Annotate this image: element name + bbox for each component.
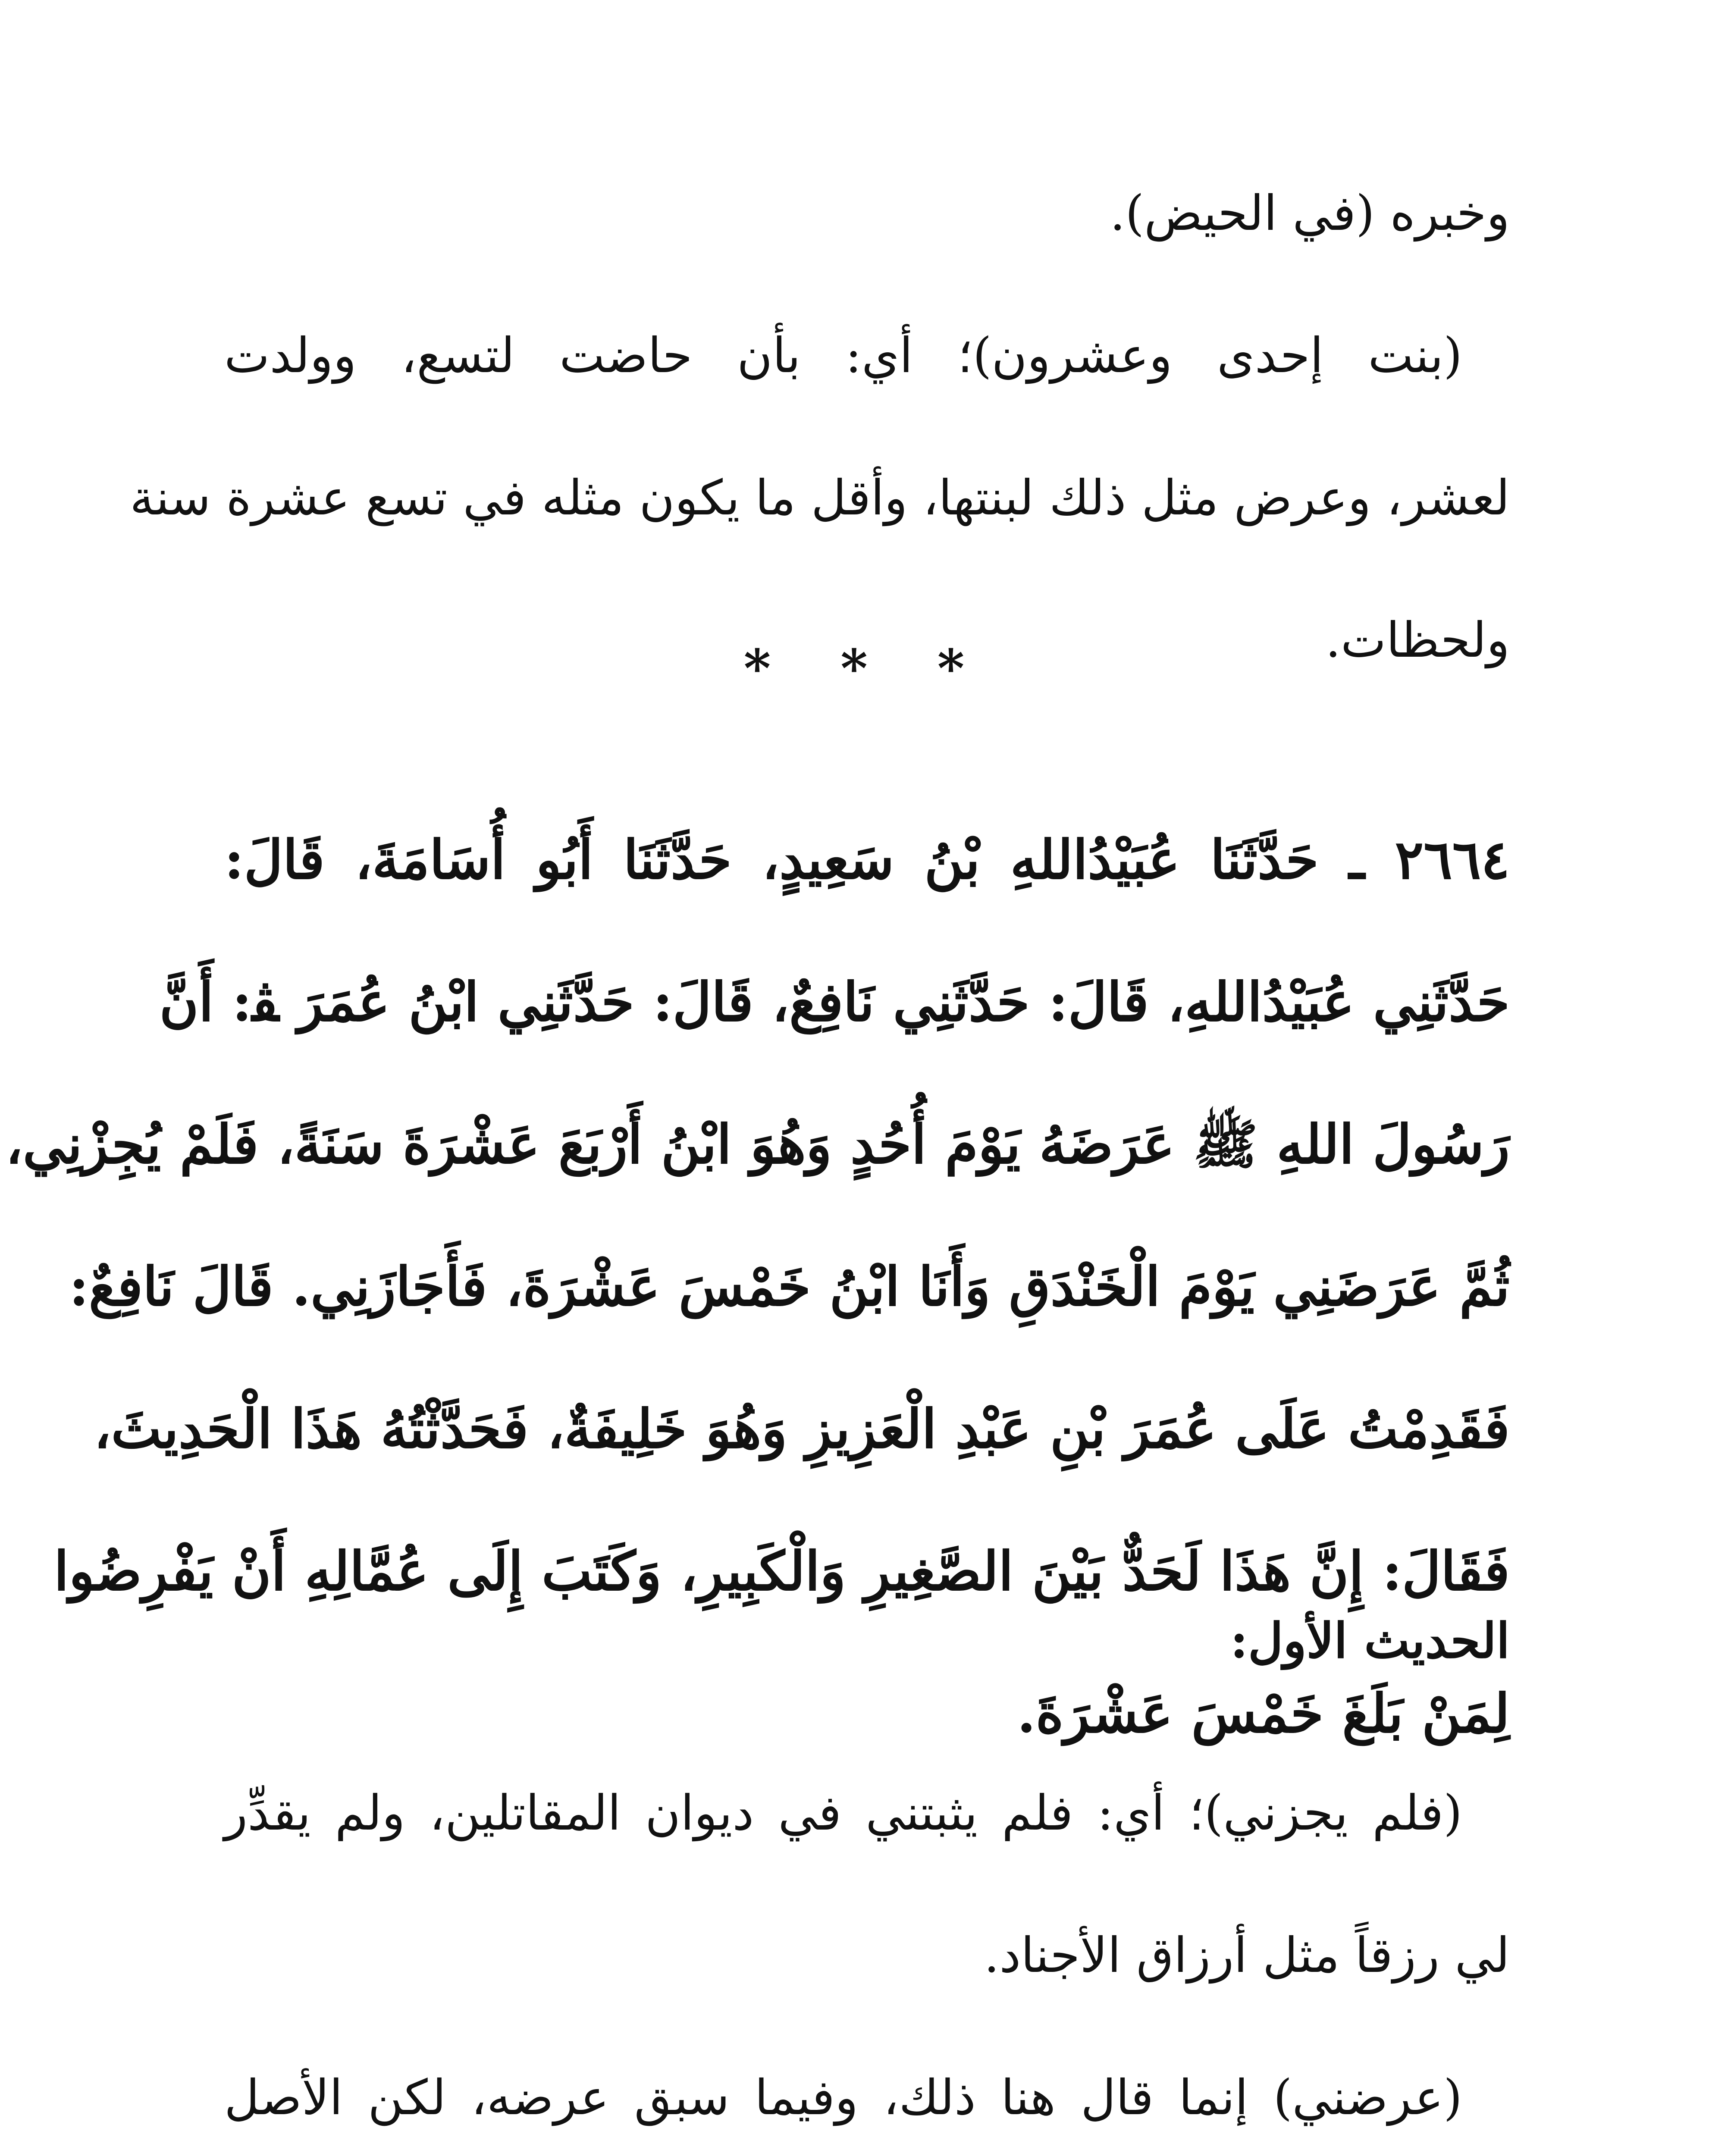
hadith-line: رَسُولَ اللهِ ﷺ عَرَضَهُ يَوْمَ أُحُدٍ وَهُوَ ابْنُ أَرْبَعَ عَشْرَةَ سَنَةً، فَلَمْ يُجِزْنِي، [5, 1113, 1510, 1176]
commentary-line: (بنت إحدى وعشرون)؛ أي: بأن حاضت لتسع، وولدت [224, 328, 1462, 384]
commentary-line: (عرضني) إنما قال هنا ذلك، وفيما سبق عرضه، لكن الأصل [224, 2070, 1462, 2126]
hadith-line: حَدَّثَنِي عُبَيْدُاللهِ، قَالَ: حَدَّثَنِي نَافِعٌ، قَالَ: حَدَّثَنِي ابْنُ عُمَرَ ﭭ: أَنَّ [159, 971, 1510, 1034]
commentary-top [130, 142, 1510, 711]
hadith-line: ٢٦٦٤ ـ حَدَّثَنَا عُبَيْدُاللهِ بْنُ سَعِيدٍ، حَدَّثَنَا أَبُو أُسَامَةَ، قَالَ: [224, 829, 1510, 891]
hadith-line: لِمَنْ بَلَغَ خَمْسَ عَشْرَةَ. [1017, 1683, 1510, 1745]
commentary-line: (فلم يجزني)؛ أي: فلم يثبتني في ديوان المقاتلين، ولم يقدِّر [224, 1785, 1462, 1841]
commentary-bottom [224, 1742, 1510, 2156]
hadith-line: فَقَالَ: إِنَّ هَذَا لَحَدٌّ بَيْنَ الصَّغِيرِ وَالْكَبِيرِ، وَكَتَبَ إِلَى عُمَّالِهِ أَنْ يَفْرِضُوا [54, 1540, 1510, 1603]
commentary-line: وخبره (في الحيض). [1110, 185, 1510, 241]
section-separator: * * * [743, 638, 991, 699]
commentary-line: لعشر، وعرض مثل ذلك لبنتها، وأقل ما يكون مثله في تسع عشرة سنة [130, 470, 1510, 526]
section-heading: الحديث الأول: [1230, 1613, 1510, 1669]
hadith-line: فَقَدِمْتُ عَلَى عُمَرَ بْنِ عَبْدِ الْعَزِيزِ وَهُوَ خَلِيفَةٌ، فَحَدَّثْتُهُ هَذَا الْحَدِيثَ، [94, 1398, 1510, 1460]
hadith-line: ثُمَّ عَرَضَنِي يَوْمَ الْخَنْدَقِ وَأَنَا ابْنُ خَمْسَ عَشْرَةَ، فَأَجَازَنِي. قَالَ نَافِعٌ: [69, 1256, 1510, 1318]
commentary-line: لي رزقاً مثل أرزاق الأجناد. [984, 1927, 1510, 1984]
commentary-line: ولحظات. [1325, 612, 1510, 668]
